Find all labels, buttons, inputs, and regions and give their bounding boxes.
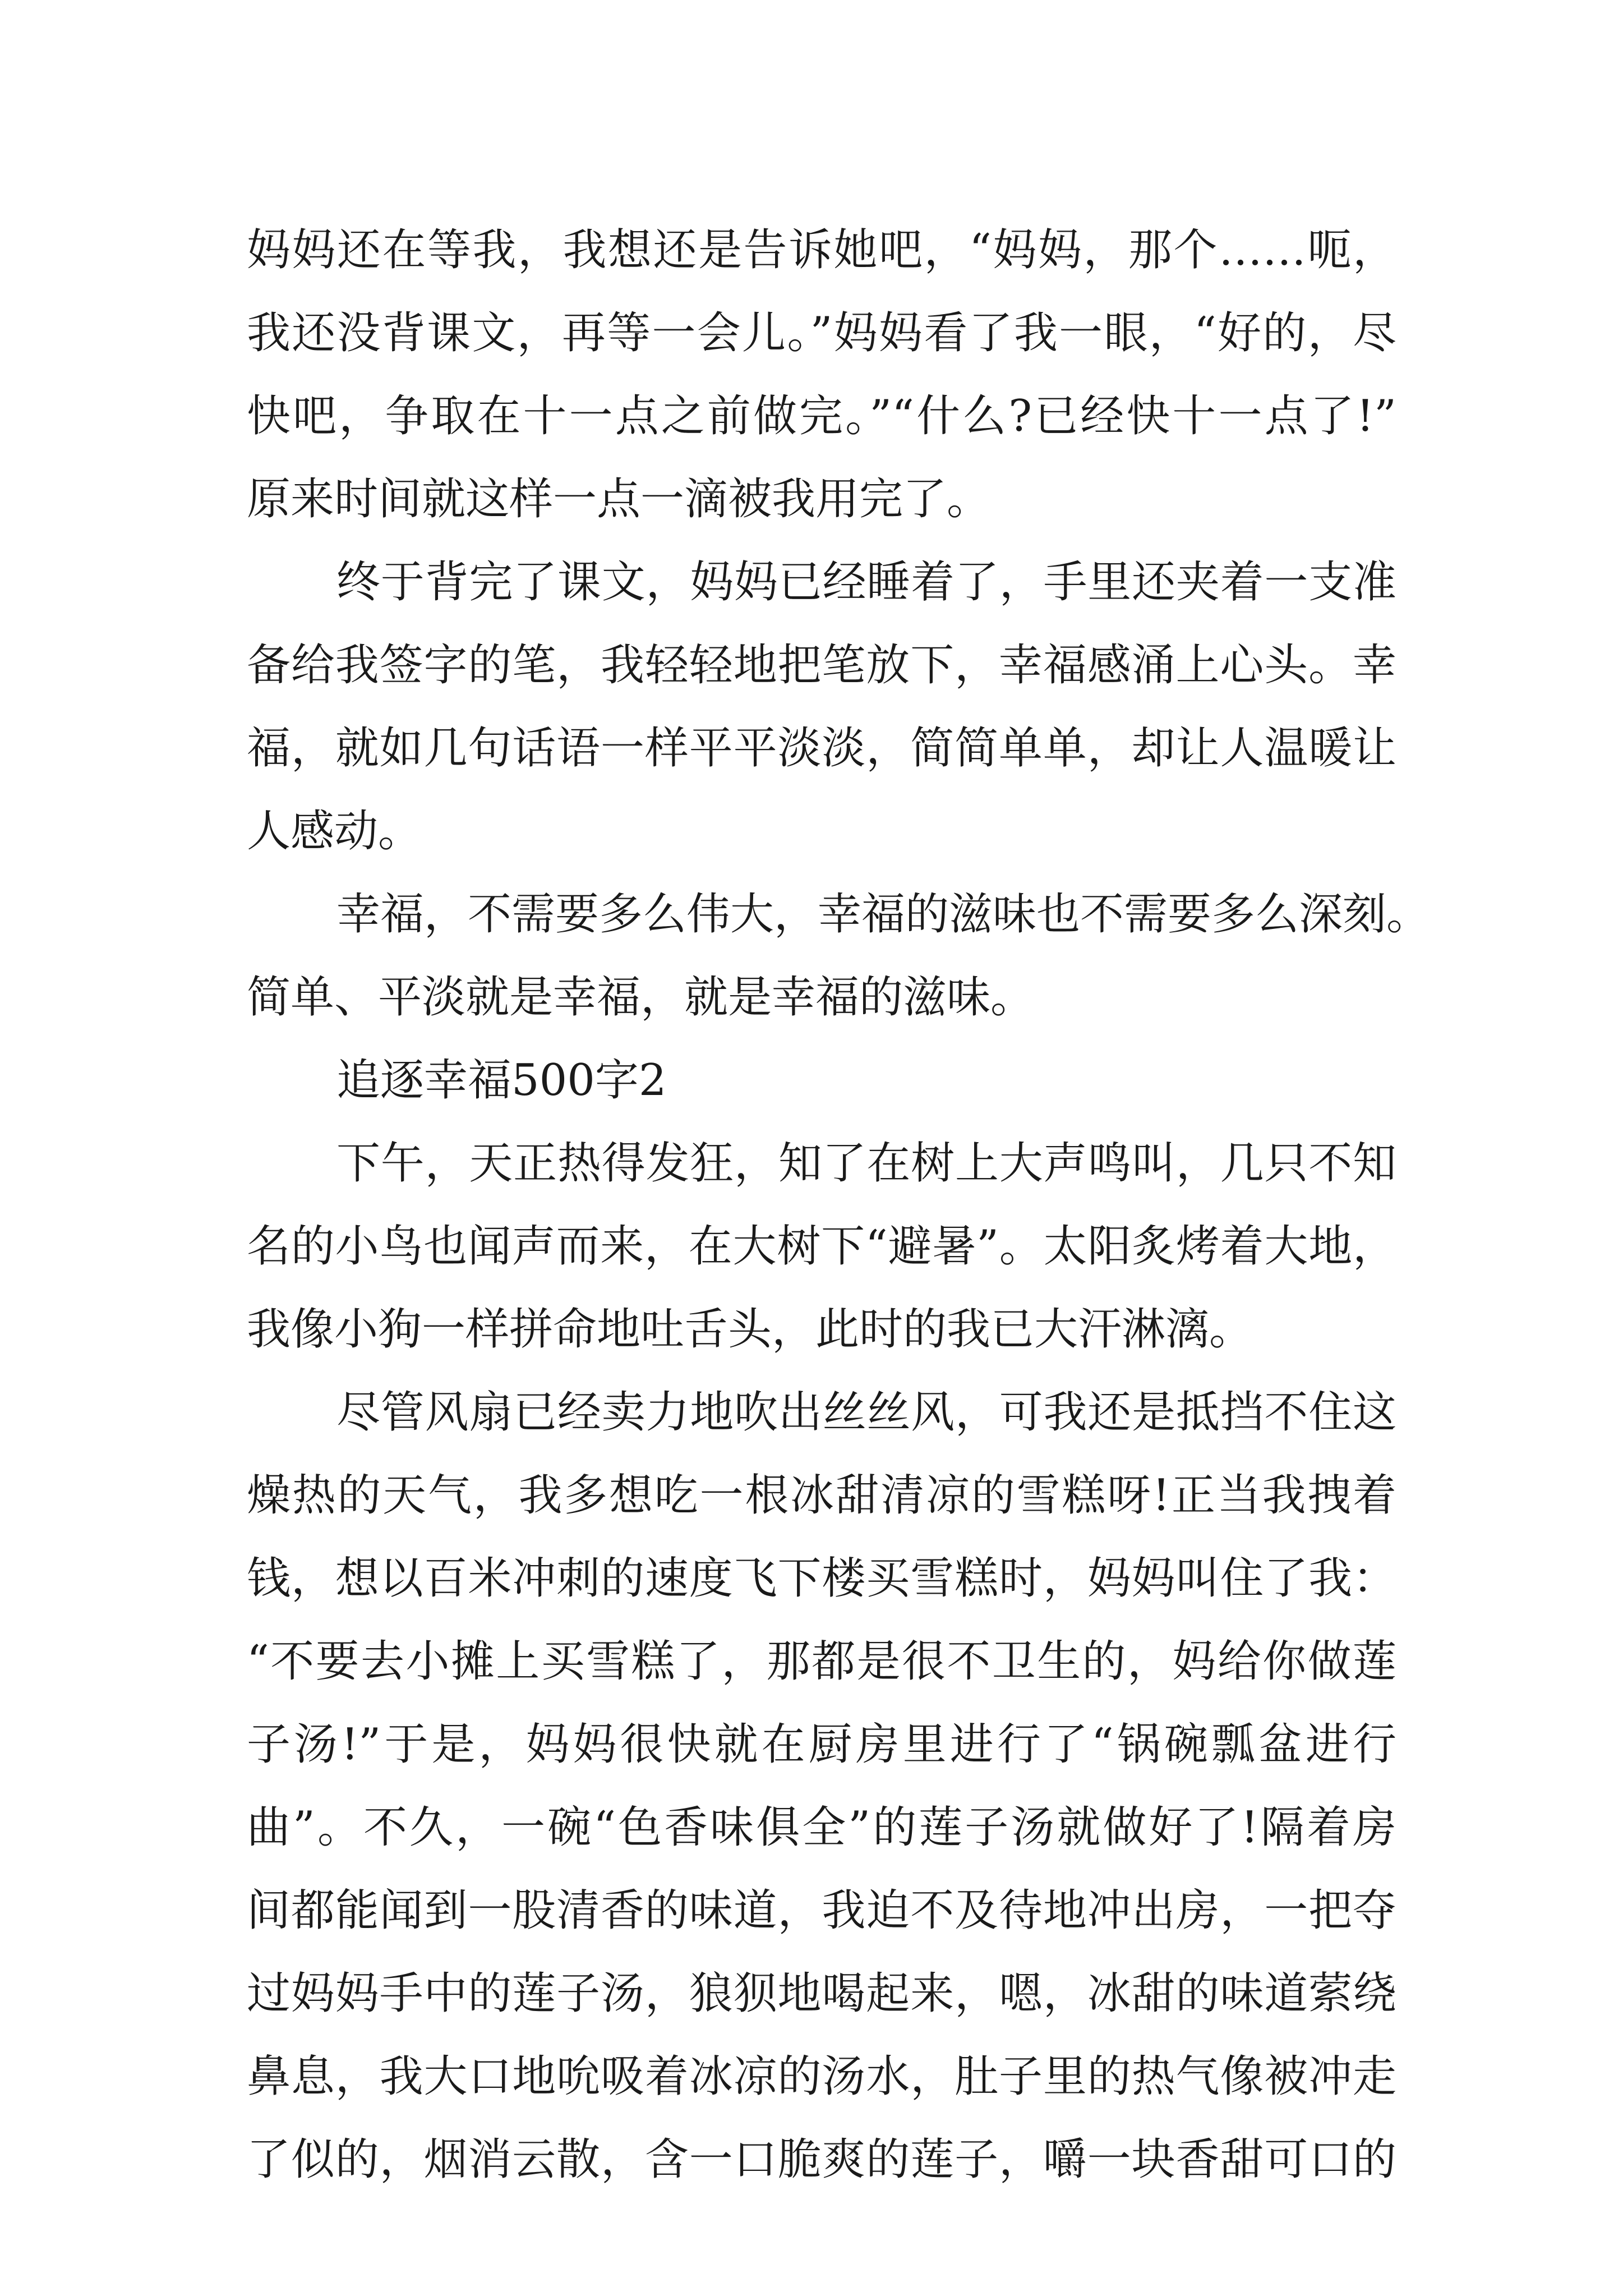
text-line: 尽管风扇已经卖力地吹出丝丝风，可我还是抵挡不住这 [336, 1387, 1396, 1438]
text-line: 了似的，烟消云散，含一口脆爽的莲子，嚼一块香甜可口的 [247, 2134, 1396, 2185]
text-line: 备给我签字的笔，我轻轻地把笔放下，幸福感涌上心头。幸 [247, 640, 1396, 691]
text-line: 终于背完了课文，妈妈已经睡着了，手里还夹着一支准 [336, 557, 1396, 608]
text-line: 我像小狗一样拼命地吐舌头，此时的我已大汗淋漓。 [247, 1304, 1253, 1355]
text-line: 钱，想以百米冲刺的速度飞下楼买雪糕时，妈妈叫住了我： [247, 1553, 1396, 1604]
text-line: 过妈妈手中的莲子汤，狼狈地喝起来，嗯，冰甜的味道萦绕 [247, 1968, 1396, 2019]
text-line: 福，就如几句话语一样平平淡淡，简简单单，却让人温暖让 [247, 723, 1396, 774]
text-line: 曲”。不久，一碗“色香味俱全”的莲子汤就做好了!隔着房 [247, 1802, 1396, 1853]
text-line: 鼻息，我大口地吮吸着冰凉的汤水，肚子里的热气像被冲走 [247, 2051, 1396, 2102]
text-line: 名的小鸟也闻声而来，在大树下“避暑”。太阳炙烤着大地， [247, 1221, 1396, 1272]
text-line: 幸福，不需要多么伟大，幸福的滋味也不需要多么深刻。 [336, 889, 1431, 940]
text-line: 燥热的天气，我多想吃一根冰甜清凉的雪糕呀!正当我拽着 [247, 1470, 1396, 1521]
text-line: 简单、平淡就是幸福，就是幸福的滋味。 [247, 972, 1035, 1023]
text-line: “不要去小摊上买雪糕了，那都是很不卫生的，妈给你做莲 [247, 1636, 1396, 1687]
text-line: 妈妈还在等我，我想还是告诉她吧，“妈妈，那个……呃， [247, 225, 1396, 275]
text-line: 快吧，争取在十一点之前做完。”“什么?已经快十一点了!” [247, 391, 1396, 441]
text-line: 我还没背课文，再等一会儿。”妈妈看了我一眼，“好的，尽 [247, 308, 1396, 358]
text-line: 子汤!”于是，妈妈很快就在厨房里进行了“锅碗瓢盆进行 [247, 1719, 1396, 1770]
text-line: 原来时间就这样一点一滴被我用完了。 [247, 474, 991, 524]
text-line: 下午，天正热得发狂，知了在树上大声鸣叫，几只不知 [336, 1138, 1396, 1189]
text-line: 人感动。 [247, 806, 422, 857]
section-heading: 追逐幸福500字2 [336, 1055, 667, 1106]
body-text [247, 209, 1431, 2201]
text-line: 间都能闻到一股清香的味道，我迫不及待地冲出房，一把夺 [247, 1885, 1396, 1936]
